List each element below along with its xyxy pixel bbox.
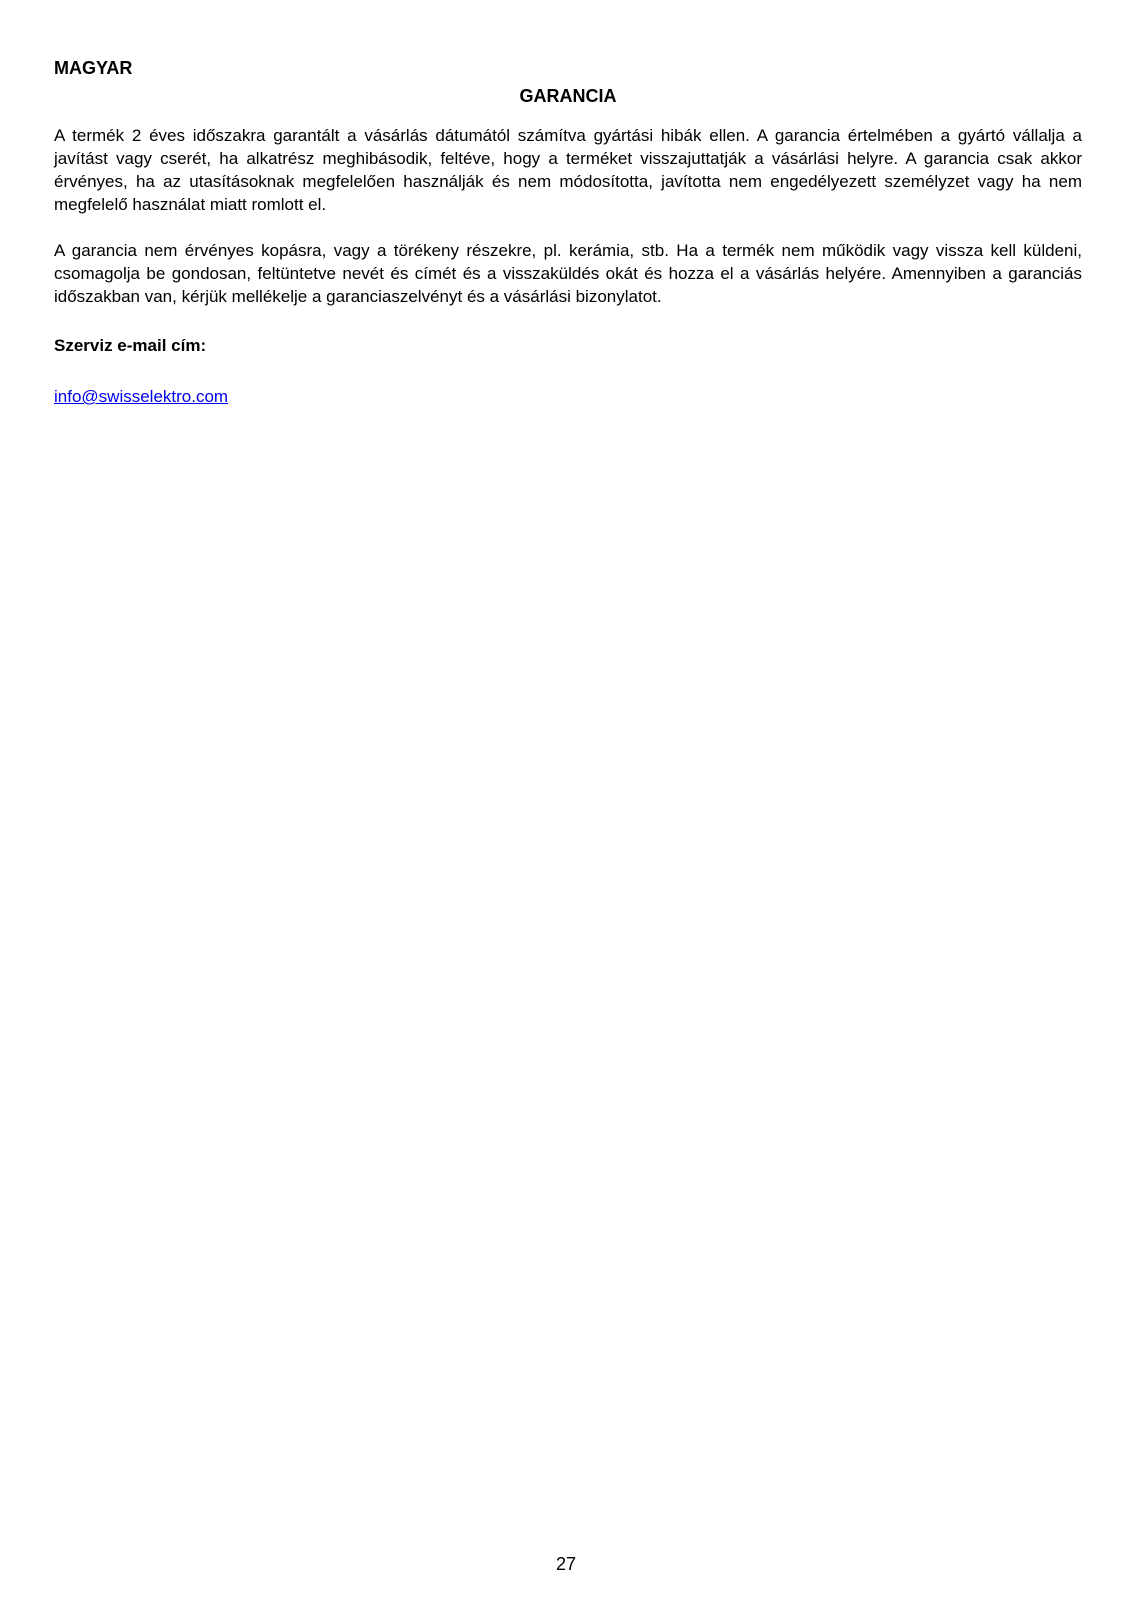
service-email-link[interactable]: info@swisselektro.com	[54, 387, 229, 406]
warranty-paragraph-2: A garancia nem érvényes kopásra, vagy a törékeny részekre, pl. kerámia, stb. Ha a termék nem működik vagy vissza kell küldeni, csomagolja be gondosan, feltüntetve nevét és címét és a visszaküldés okát és hozza el a vásárlás helyére. Amennyiben a garanciás időszakban van, kérjük mellékelje a garanciaszelvényt és a vásárlási bizonylatot.	[54, 241, 1082, 306]
language-heading: MAGYAR	[54, 58, 133, 78]
document-page	[54, 56, 1082, 408]
service-email-label: Szerviz e-mail cím:	[54, 336, 207, 355]
warranty-paragraph-1: A termék 2 éves időszakra garantált a vásárlás dátumától számítva gyártási hibák ellen. A garancia értelmében a gyártó vállalja a javítást vagy cserét, ha alkatrész meghibásodik, feltéve, hogy a terméket visszajuttatják a vásárlási helyre. A garancia csak akkor érvényes, ha az utasításoknak megfelelően használják és nem módosította, javította nem engedélyezett személyzet vagy ha nem megfelelő használat miatt romlott el.	[54, 126, 1082, 214]
page-number: 27	[555, 1554, 577, 1574]
page-title: GARANCIA	[519, 86, 617, 106]
